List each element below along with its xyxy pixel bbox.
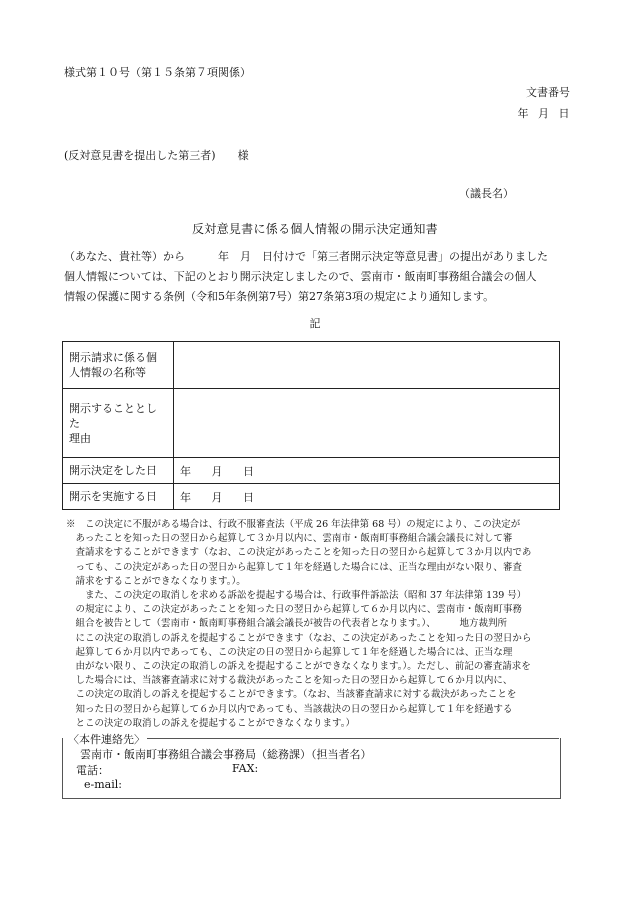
sender-chairman: （議長名） [459,187,514,200]
note-line: 起算して６か月以内であっても、この決定の日の翌日から起算して１年を経過した場合には、正当な理 [66,646,513,658]
table-row [63,342,560,389]
table-value-implementation-date: 年 月 日 [174,484,560,510]
note-line: この決定の取消しの訴えを提起することができます。（なお、当該審査請求に対する裁決があったことを [66,689,517,701]
table-label-implementation-date: 開示を実施する日 [63,484,174,510]
table-label-decision-date: 開示決定をした日 [63,458,174,484]
table-row [63,389,560,458]
table-label-info-name: 開示請求に係る個 人情報の名称等 [63,342,174,389]
body-line: （あなた、貴社等）から 年 月 日付けで「第三者開示決定等意見書」の提出がありました [64,250,548,263]
table-value-info-name [174,342,560,389]
table-value-decision-date: 年 月 日 [174,458,560,484]
body-paragraph [64,247,570,307]
date-line [518,105,571,121]
contact-fax-label: FAX: [232,762,259,775]
note-line: 知った日の翌日から起算して６か月以内であっても、当該裁決の日の翌日から起算して１年を経過する [66,703,513,715]
table-value-reason [174,389,560,458]
note-line: また、この決定の取消しを求める訴訟を提起する場合は、行政事件訴訟法（昭和 37 年法律第 139 号） [66,590,527,602]
date-month: 月 [538,107,550,120]
date-day: 日 [558,107,570,120]
note-line: あったことを知った日の翌日から起算して３か月以内に、雲南市・飯南町事務組合議会議長に対して審 [66,533,513,545]
addressee [64,147,249,163]
table-row [63,458,560,484]
document-number-label: 文書番号 [526,86,570,99]
addressee-third-party: (反対意見書を提出した第三者) [64,149,216,162]
contact-box-top-border [78,738,559,739]
note-line: っても、この決定があった日の翌日から起算して１年を経過した場合には、正当な理由がない限り、審査 [66,561,522,573]
note-line: にこの決定の取消しの訴えを提起することができます（なお、この決定があったことを知った日の翌日から [66,632,532,644]
body-line: 情報の保護に関する条例（令和5年条例第7号）第27条第3項の規定により通知します。 [64,290,495,303]
note-line: ※ この決定に不服がある場合は、行政不服審査法（平成 26 年法律第 68 号）の規定により、この決定が [66,519,521,530]
note-line: の規定により、この決定があったことを知った日の翌日から起算して６か月以内に、雲南市・飯南町事務 [66,604,522,616]
table-label-reason: 開示することとした 理由 [63,389,174,458]
note-line: とこの決定の取消しの訴えを提起することができなくなります。） [66,717,355,729]
contact-organization: 雲南市・飯南町事務組合議会事務局（総務課）（担当者名） [80,748,372,761]
note-line: 組合を被告として（雲南市・飯南町事務組合議会議長が被告の代表者となります。）、 地方裁判所 [66,618,507,630]
form-number: 様式第１０号（第１５条第７項関係） [64,66,251,79]
table-row [63,484,560,510]
note-line: した場合には、当該審査請求に対する裁決があったことを知った日の翌日から起算して６か月以内に、 [66,675,513,687]
notes-section [66,518,570,731]
contact-phone-label: 電話： [76,764,109,777]
contact-title: 〈本件連絡先〉 [68,733,145,746]
addressee-honorific: 様 [237,149,249,162]
disclosure-info-table [62,341,560,510]
contact-email-label: e-mail: [84,778,122,791]
body-line: 個人情報については、下記のとおり開示決定しましたので、雲南市・飯南町事務組合議会の個人 [64,270,537,283]
ki-heading: 記 [309,317,321,330]
note-line: 由がない限り、この決定の取消しの訴えを提起することができなくなります。）。ただし、前記の審査請求を [66,661,531,673]
document-title: 反対意見書に係る個人情報の開示決定通知書 [191,222,438,236]
note-line: 請求をすることができなくなります。）。 [66,575,246,587]
date-year: 年 [517,107,529,120]
note-line: 査請求をすることができます（なお、この決定があったことを知った日の翌日から起算して３か月以内であ [66,547,532,559]
